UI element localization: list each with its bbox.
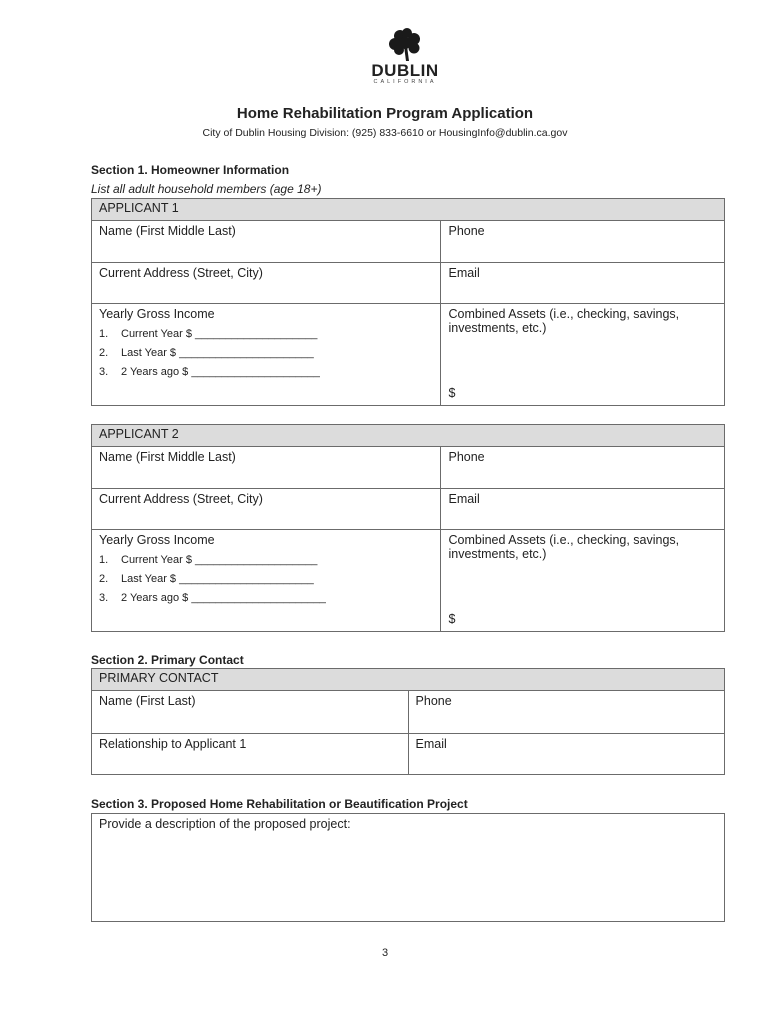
email-label: Email xyxy=(448,492,480,506)
section2-heading: Section 2. Primary Contact xyxy=(91,653,244,667)
applicant1-header: APPLICANT 1 xyxy=(92,199,725,221)
name-label: Name (First Middle Last) xyxy=(99,224,236,238)
applicant1-assets-field[interactable] xyxy=(441,304,725,406)
email-label: Email xyxy=(415,737,447,751)
income-line[interactable]: 1. Current Year $ ____________________ xyxy=(99,554,318,566)
contact-name-field[interactable] xyxy=(92,691,409,734)
income-line[interactable]: 2. Last Year $ ______________________ xyxy=(99,347,314,359)
address-label: Current Address (Street, City) xyxy=(99,492,263,506)
assets-label: Combined Assets (i.e., checking, savings, investments, etc.) xyxy=(448,533,680,561)
applicant1-name-field[interactable] xyxy=(92,221,441,263)
description-label: Provide a description of the proposed project: xyxy=(99,817,351,831)
name-label: Name (First Last) xyxy=(99,694,196,708)
phone-label: Phone xyxy=(448,450,485,464)
phone-label: Phone xyxy=(448,224,485,238)
assets-label: Combined Assets (i.e., checking, savings, investments, etc.) xyxy=(448,307,680,335)
assets-value: $ xyxy=(448,612,456,626)
applicant2-address-field[interactable] xyxy=(92,489,441,530)
page-number: 3 xyxy=(381,947,389,959)
income-line[interactable]: 1. Current Year $ ____________________ xyxy=(99,328,318,340)
applicant1-email-field[interactable] xyxy=(441,263,725,304)
section1-heading: Section 1. Homeowner Information xyxy=(91,163,290,177)
applicant2-email-field[interactable] xyxy=(441,489,725,530)
applicant2-phone-field[interactable] xyxy=(441,447,725,489)
applicant1-address-field[interactable] xyxy=(92,263,441,304)
applicant1-income-field[interactable] xyxy=(92,304,441,406)
shamrock-icon xyxy=(387,28,423,62)
primary-contact-header: PRIMARY CONTACT xyxy=(92,669,725,691)
section1-note: List all adult household members (age 18+) xyxy=(91,182,322,196)
contact-email-field[interactable] xyxy=(408,734,724,775)
page-title: Home Rehabilitation Program Application xyxy=(236,105,534,122)
name-label: Name (First Middle Last) xyxy=(99,450,236,464)
section3-heading: Section 3. Proposed Home Rehabilitation or Beautification Project xyxy=(91,797,468,811)
applicant1-table xyxy=(91,198,725,406)
income-line[interactable]: 3. 2 Years ago $ ______________________ xyxy=(99,592,326,604)
dublin-logo xyxy=(340,28,470,92)
applicant2-income-field[interactable] xyxy=(92,530,441,632)
income-label: Yearly Gross Income xyxy=(99,533,215,547)
address-label: Current Address (Street, City) xyxy=(99,266,263,280)
income-label: Yearly Gross Income xyxy=(99,307,215,321)
primary-contact-table xyxy=(91,668,725,775)
logo-subtitle: CALIFORNIA xyxy=(373,79,437,85)
applicant1-phone-field[interactable] xyxy=(441,221,725,263)
logo-wordmark: DUBLIN xyxy=(371,61,439,80)
page-subtitle: City of Dublin Housing Division: (925) 833-6610 or HousingInfo@dublin.ca.gov xyxy=(202,127,568,139)
applicant2-assets-field[interactable] xyxy=(441,530,725,632)
project-description-table xyxy=(91,813,725,922)
contact-relationship-field[interactable] xyxy=(92,734,409,775)
applicant2-table xyxy=(91,424,725,632)
email-label: Email xyxy=(448,266,480,280)
income-line[interactable]: 2. Last Year $ ______________________ xyxy=(99,573,314,585)
applicant2-name-field[interactable] xyxy=(92,447,441,489)
contact-phone-field[interactable] xyxy=(408,691,724,734)
applicant2-header: APPLICANT 2 xyxy=(92,425,725,447)
assets-value: $ xyxy=(448,386,456,400)
project-description-field[interactable] xyxy=(92,814,725,922)
phone-label: Phone xyxy=(415,694,452,708)
income-line[interactable]: 3. 2 Years ago $ _____________________ xyxy=(99,366,320,378)
relationship-label: Relationship to Applicant 1 xyxy=(99,737,247,751)
